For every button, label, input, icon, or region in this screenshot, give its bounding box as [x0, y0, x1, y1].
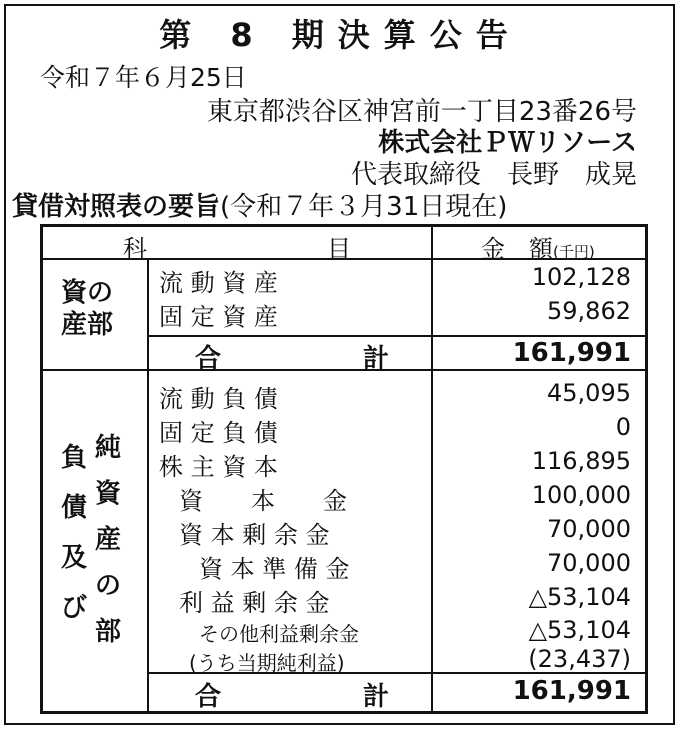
liab-total-label-2: 計 — [363, 682, 390, 712]
header-unit: (千円) — [553, 243, 595, 261]
fixed-assets-label: 固 定 資 産 — [159, 303, 278, 331]
liab-label-divider — [147, 369, 149, 711]
company-address: 東京都渋谷区神宮前一丁目23番26号 — [206, 97, 637, 127]
current-assets-value: 102,128 — [531, 263, 631, 291]
other-retained-earnings-label: その他利益剰余金 — [199, 622, 359, 646]
assets-total-divider — [147, 335, 645, 337]
balance-sheet-title — [12, 186, 507, 223]
balance-sheet-period: (令和７年３月31日現在) — [220, 192, 508, 222]
notice-title: 第 8 期決算公告 — [159, 16, 522, 54]
fixed-liabilities-value: 0 — [615, 413, 631, 441]
liab-label-char: の — [95, 571, 122, 601]
liab-label-char: 部 — [95, 617, 122, 647]
capital-stock-label: 資 本 金 — [179, 487, 347, 515]
header-subject-2: 目 — [327, 235, 351, 263]
assets-section-label — [61, 277, 113, 341]
fixed-liabilities-label: 固 定 負 債 — [159, 419, 278, 447]
assets-total-label-1: 合 — [195, 344, 222, 374]
capital-surplus-label: 資 本 剰 余 金 — [179, 521, 330, 549]
capital-reserve-value: 70,000 — [547, 549, 631, 577]
net-income-value: (23,437) — [528, 645, 631, 673]
section-divider — [43, 369, 645, 371]
header-amount — [481, 229, 595, 264]
liab-label-char: 債 — [61, 493, 88, 523]
shareholders-equity-label: 株 主 資 本 — [159, 453, 278, 481]
liab-total-label-1: 合 — [195, 682, 222, 712]
header-amount-label: 金 額 — [481, 235, 553, 263]
liab-label-col-2 — [95, 425, 121, 655]
retained-earnings-label: 利 益 剰 余 金 — [179, 589, 330, 617]
other-retained-earnings-value: △53,104 — [528, 616, 631, 644]
assets-total-value: 161,991 — [512, 338, 631, 368]
liab-label-char: 負 — [61, 443, 88, 473]
notice-date: 令和７年６月25日 — [40, 63, 247, 92]
shareholders-equity-value: 116,895 — [531, 447, 631, 475]
capital-surplus-value: 70,000 — [547, 515, 631, 543]
capital-reserve-label: 資 本 準 備 金 — [199, 555, 350, 583]
amount-column-divider — [431, 227, 433, 711]
liab-label-char: 純 — [95, 433, 122, 463]
liab-label-char: 及 — [61, 543, 88, 573]
balance-sheet-title-main: 貸借対照表の要旨 — [12, 192, 221, 222]
assets-label-line-1: 資の — [61, 278, 114, 308]
capital-stock-value: 100,000 — [531, 481, 631, 509]
current-assets-label: 流 動 資 産 — [159, 269, 278, 297]
header-subject-1: 科 — [123, 235, 147, 263]
fixed-assets-value: 59,862 — [547, 297, 631, 325]
liab-label-char: び — [61, 593, 88, 623]
retained-earnings-value: △53,104 — [528, 583, 631, 611]
assets-label-divider — [147, 258, 149, 369]
assets-label-line-2: 産部 — [61, 310, 114, 340]
liab-label-char: 産 — [95, 525, 122, 555]
liab-total-value: 161,991 — [512, 676, 631, 706]
balance-sheet-table — [40, 224, 648, 714]
current-liabilities-value: 45,095 — [547, 379, 631, 407]
liab-label-col-1 — [61, 433, 87, 633]
company-name: 株式会社ＰＷリソース — [378, 128, 637, 158]
representative: 代表取締役 長野 成晃 — [350, 160, 637, 190]
current-liabilities-label: 流 動 負 債 — [159, 385, 278, 413]
liab-label-char: 資 — [95, 479, 122, 509]
net-income-label: (うち当期純利益) — [189, 651, 345, 675]
assets-total-label-2: 計 — [363, 344, 390, 374]
